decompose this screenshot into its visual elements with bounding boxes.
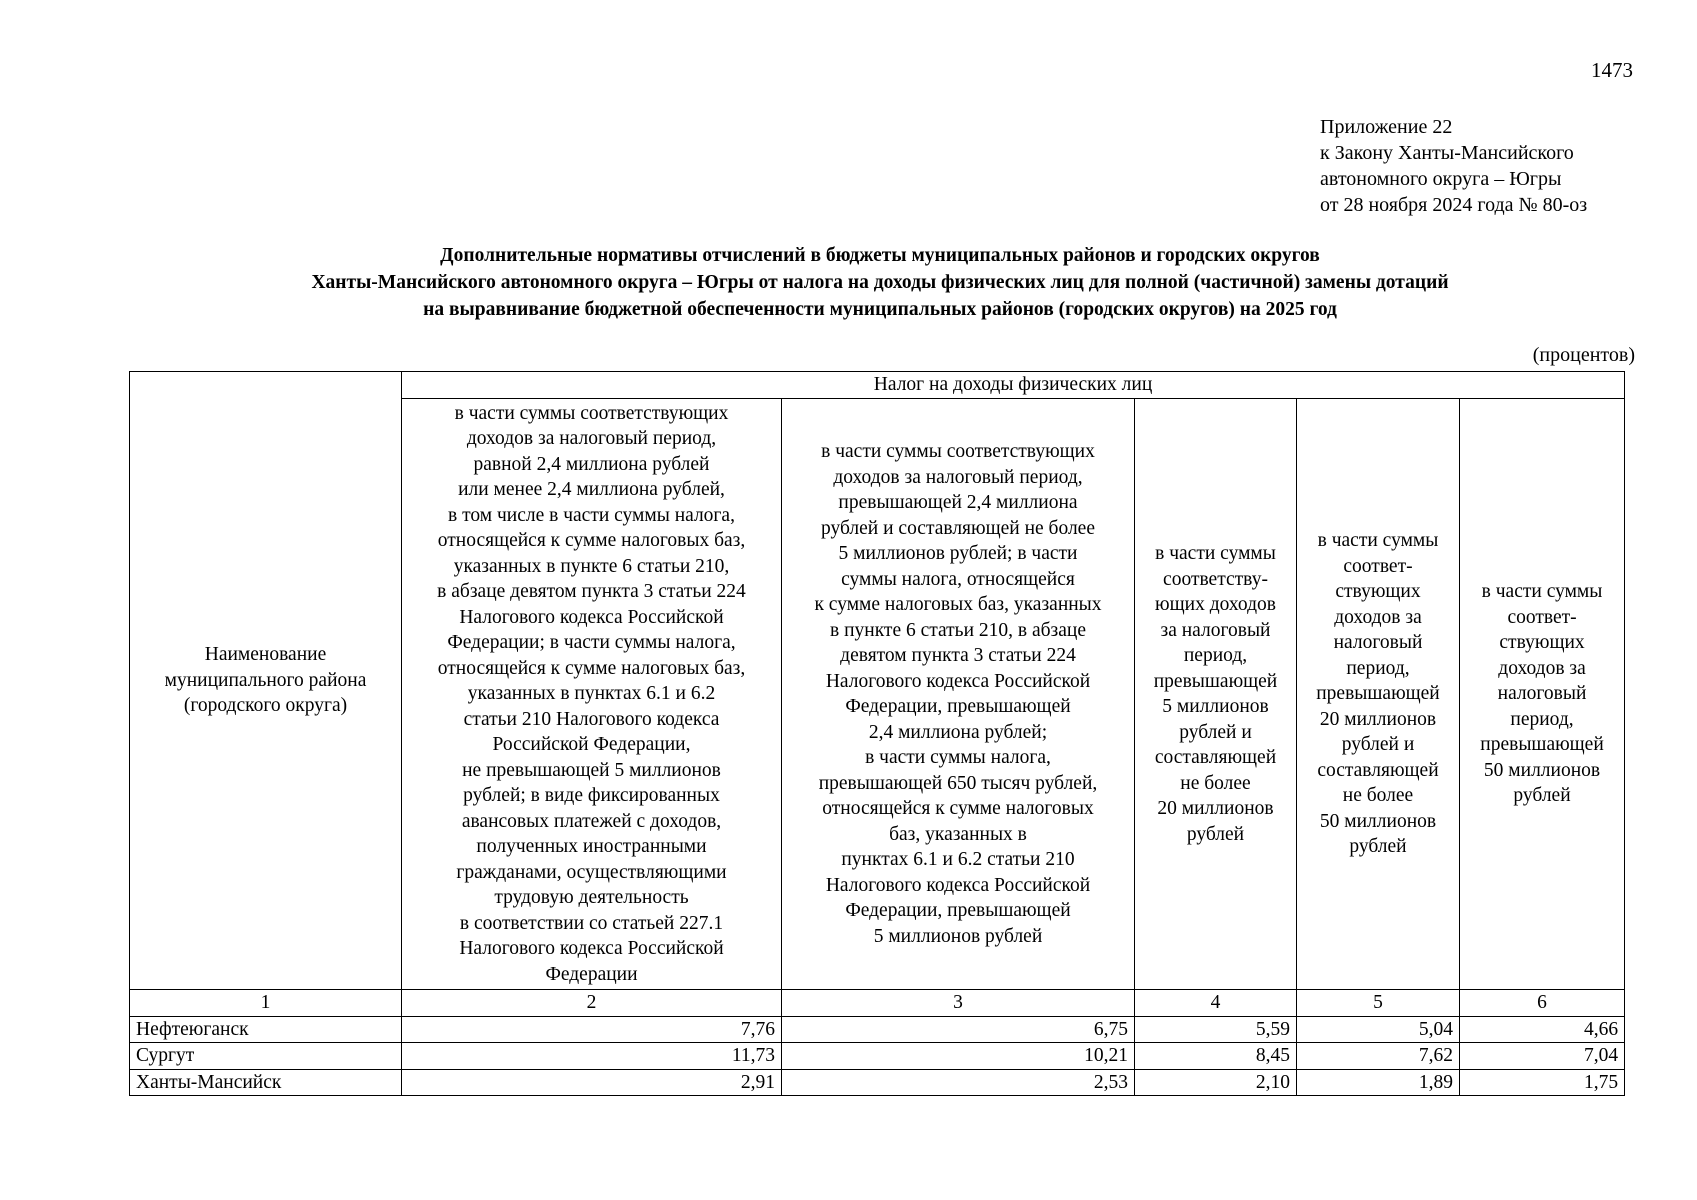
column-number: 5 bbox=[1297, 990, 1460, 1017]
title-line: Дополнительные нормативы отчислений в бюджеты муниципальных районов и городских округов bbox=[440, 245, 1320, 266]
table-row bbox=[130, 1043, 1625, 1070]
column-number: 1 bbox=[130, 990, 402, 1017]
table-cell: 4,66 bbox=[1460, 1016, 1625, 1043]
table-cell: 11,73 bbox=[402, 1043, 782, 1070]
table-cell: 5,59 bbox=[1135, 1016, 1297, 1043]
column-number-row bbox=[130, 990, 1625, 1017]
title-line: Ханты-Мансийского автономного округа – Югры от налога на доходы физических лиц для полной (частичной) замены дотаций bbox=[311, 272, 1449, 293]
appendix-reference bbox=[1320, 114, 1587, 218]
document-title bbox=[130, 242, 1630, 323]
unit-label: (процентов) bbox=[1532, 344, 1635, 366]
header-row bbox=[130, 372, 1625, 399]
page-number: 1473 bbox=[1591, 58, 1633, 82]
appendix-line: от 28 ноября 2024 года № 80-оз bbox=[1320, 194, 1588, 216]
table-cell: 2,91 bbox=[402, 1069, 782, 1096]
table-cell: 1,89 bbox=[1297, 1069, 1460, 1096]
column-header-4: в части суммы соответству- ющих доходов за налоговый период, превышающей 5 миллионов рублей и составляющей не более 20 миллионов рублей bbox=[1135, 399, 1297, 990]
table-cell: 7,76 bbox=[402, 1016, 782, 1043]
table-cell: 10,21 bbox=[782, 1043, 1135, 1070]
table-cell: 5,04 bbox=[1297, 1016, 1460, 1043]
column-header-6: в части суммы соответ- ствующих доходов за налоговый период, превышающей 50 миллионов рублей bbox=[1460, 399, 1625, 990]
municipality-name: Нефтеюганск bbox=[130, 1016, 402, 1043]
column-number: 2 bbox=[402, 990, 782, 1017]
column-number: 6 bbox=[1460, 990, 1625, 1017]
table-cell: 1,75 bbox=[1460, 1069, 1625, 1096]
table-cell: 7,62 bbox=[1297, 1043, 1460, 1070]
table-cell: 8,45 bbox=[1135, 1043, 1297, 1070]
column-number: 4 bbox=[1135, 990, 1297, 1017]
appendix-line: автономного округа – Югры bbox=[1320, 168, 1562, 190]
column-header-2: в части суммы соответствующих доходов за налоговый период, равной 2,4 миллиона рублей или менее 2,4 миллиона рублей, в том числе в части суммы налога, относящейся к сумме налоговых баз, указанных в пункте 6 статьи 210, в абзаце девятом пункта 3 статьи 224 Налогового кодекса Российской Федерации; в части суммы налога, относящейся к сумме налоговых баз, указанных в пунктах 6.1 и 6.2 статьи 210 Налогового кодекса Российской Федерации, не превышающей 5 миллионов рублей; в виде фиксированных авансовых платежей с доходов, полученных иностранными гражданами, осуществляющими трудовую деятельность в соответствии со статьей 227.1 Налогового кодекса Российской Федерации bbox=[402, 399, 782, 990]
column-header-3: в части суммы соответствующих доходов за налоговый период, превышающей 2,4 миллиона рублей и составляющей не более 5 миллионов рублей; в части суммы налога, относящейся к сумме налоговых баз, указанных в пункте 6 статьи 210, в абзаце девятом пункта 3 статьи 224 Налогового кодекса Российской Федерации, превышающей 2,4 миллиона рублей; в части суммы налога, превышающей 650 тысяч рублей, относящейся к сумме налоговых баз, указанных в пунктах 6.1 и 6.2 статьи 210 Налогового кодекса Российской Федерации, превышающей 5 миллионов рублей bbox=[782, 399, 1135, 990]
table-row bbox=[130, 1069, 1625, 1096]
table-cell: 7,04 bbox=[1460, 1043, 1625, 1070]
table-cell: 6,75 bbox=[782, 1016, 1135, 1043]
municipality-name: Сургут bbox=[130, 1043, 402, 1070]
table-cell: 2,10 bbox=[1135, 1069, 1297, 1096]
tax-group-header: Налог на доходы физических лиц bbox=[402, 372, 1625, 399]
table-cell: 2,53 bbox=[782, 1069, 1135, 1096]
table-row bbox=[130, 1016, 1625, 1043]
title-line: на выравнивание бюджетной обеспеченности муниципальных районов (городских округов) на 2025 год bbox=[423, 299, 1337, 320]
municipality-name-header: Наименование муниципального района (городского округа) bbox=[130, 372, 402, 990]
column-header-5: в части суммы соответ- ствующих доходов за налоговый период, превышающей 20 миллионов рублей и составляющей не более 50 миллионов рублей bbox=[1297, 399, 1460, 990]
norms-table bbox=[129, 371, 1625, 1096]
appendix-line: к Закону Ханты-Мансийского bbox=[1320, 142, 1574, 164]
column-number: 3 bbox=[782, 990, 1135, 1017]
municipality-name: Ханты-Мансийск bbox=[130, 1069, 402, 1096]
appendix-line: Приложение 22 bbox=[1320, 116, 1453, 138]
